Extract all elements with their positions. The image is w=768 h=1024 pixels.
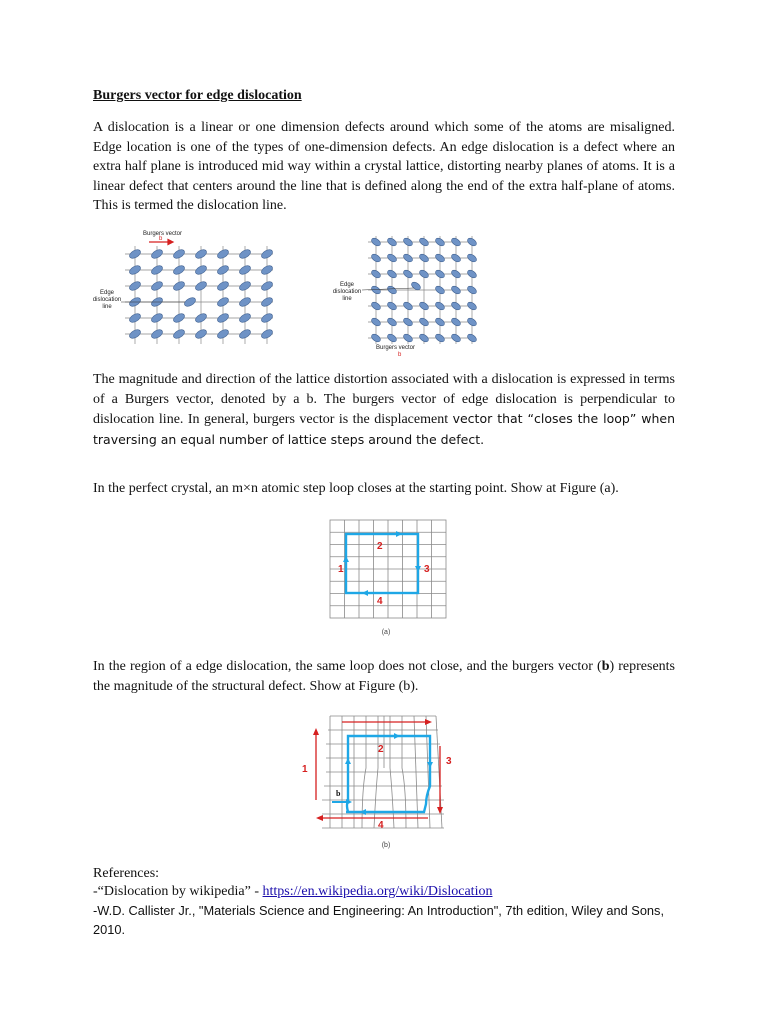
dislocation-line-label-right-2: dislocation — [332, 289, 362, 295]
figure-b-open-loop — [296, 708, 472, 854]
edge-para-lead: In the region of a edge dislocation, the same loop does not close, and the burgers vector ( — [93, 659, 602, 674]
burgers-para-main: The magnitude and direction of the lattice distortion associated with a dislocation is expressed in terms of a Burgers vector, denoted by a b. The burgers vector of edge dislocation is perpendicular to dislocation line. In general, burgers vector is the displacement — [93, 372, 675, 428]
figure-a-caption: (a) — [381, 629, 391, 636]
figure-b-step-4: 4 — [378, 820, 384, 831]
dislocation-line-label-left-3: line — [102, 304, 112, 310]
figure-b-arrow-up — [345, 758, 351, 764]
edge-dislocation-paragraph — [93, 657, 675, 696]
intro-paragraph: A dislocation is a linear or one dimension defects around which some of the atoms are misaligned. Edge location is one of the types of one-dimension defects. An edge dislocation is a defect where an extra half plane is introduced mid way within a crystal lattice, distorting nearby planes of atoms. It is a linear defect that centers around the line that is defined along the end of the extra half-plane of atoms. This is termed the dislocation line. — [93, 120, 675, 214]
figure-b-step-2: 2 — [378, 744, 384, 755]
burgers-para-tail: vector that “closes the loop” when traversing an equal number of lattice steps around the defect. — [93, 411, 676, 447]
burgers-vector-label-left: Burgers vector — [143, 231, 183, 237]
burgers-vector-paragraph — [93, 370, 675, 450]
references-section — [93, 865, 683, 939]
figure-a-closed-loop — [316, 514, 456, 640]
reference-2: -W.D. Callister Jr., "Materials Science and Engineering: An Introduction", 7th edition, Wiley and Sons, 2010. — [93, 903, 665, 937]
edge-dislocation-lattice-figure-right — [330, 228, 480, 360]
references-title: References: — [93, 866, 160, 881]
burgers-vector-label-right: Burgers vector — [376, 345, 416, 351]
b-label-right: b — [398, 352, 402, 358]
edge-para-bold-b: b — [601, 659, 610, 674]
perfect-crystal-paragraph: In the perfect crystal, an m×n atomic step loop closes at the starting point. Show at Figure (a). — [93, 481, 619, 496]
figure-a-arrow-left — [362, 590, 368, 596]
edge-para-tail: ) represents the magnitude of the structural defect. Show at Figure (b). — [93, 659, 675, 694]
figure-b-b-label: b — [336, 789, 341, 798]
dislocation-line-label-right-1: Edge — [339, 282, 355, 288]
lattice-left-bonds — [125, 246, 273, 344]
wikipedia-link[interactable]: https://en.wikipedia.org/wiki/Dislocation — [262, 884, 493, 899]
dislocation-line-label-left-1: Edge — [99, 290, 115, 296]
edge-dislocation-lattice-figure-left — [93, 226, 293, 356]
section-heading: Burgers vector for edge dislocation — [93, 88, 302, 103]
b-label-left: b — [159, 236, 163, 242]
figure-b-step-1: 1 — [302, 764, 308, 775]
figure-b-step-3: 3 — [446, 756, 452, 767]
figure-b-arrow-right — [394, 733, 400, 739]
figure-a-step-3: 3 — [424, 564, 430, 575]
figure-a-step-4: 4 — [377, 596, 383, 607]
figure-a-step-1: 1 — [338, 564, 344, 575]
dislocation-line-label-left-2: dislocation — [93, 297, 122, 303]
figure-b-caption: (b) — [381, 842, 391, 849]
dislocation-line-label-right-3: line — [342, 296, 352, 302]
reference-1-prefix: -“Dislocation by wikipedia” - — [93, 884, 263, 899]
figure-a-step-2: 2 — [377, 541, 383, 552]
reference-1 — [93, 883, 683, 901]
